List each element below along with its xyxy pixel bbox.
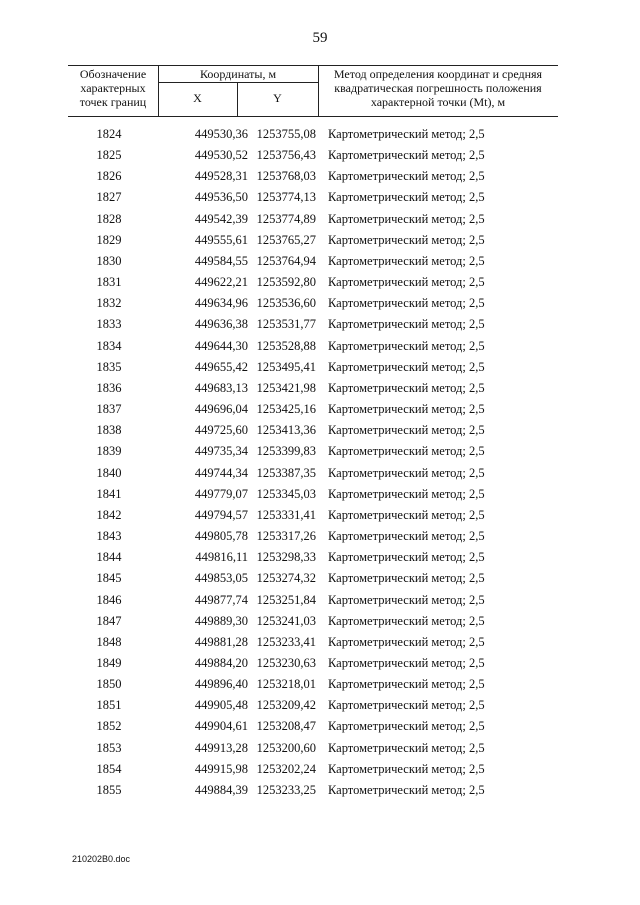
method-cell: Картометрический метод; 2,5 [328,656,485,670]
table-row [0,695,640,716]
y-coordinate: 1253200,60 [256,740,316,755]
table-row [0,716,640,737]
point-number: 1825 [96,148,122,163]
x-coordinate: 449636,38 [194,317,248,332]
y-coordinate: 1253765,27 [256,232,316,247]
x-coordinate: 449915,98 [194,761,248,776]
method-cell: Картометрический метод; 2,5 [328,782,485,797]
point-number: 1831 [96,275,122,290]
method-header [318,67,558,109]
method-cell: Картометрический метод; 2,5 [328,613,485,628]
method-cell: Картометрический метод; 2,5 [328,719,485,734]
table-row [0,653,640,674]
method-cell: Картометрический метод; 2,5 [328,402,485,417]
method-cell: Картометрический метод; 2,5 [328,232,485,247]
table-row [0,547,640,568]
x-coordinate: 449816,11 [195,550,248,565]
y-coordinate: 1253528,88 [256,338,316,353]
x-coordinate: 449884,39 [194,782,248,797]
method-cell: Картометрический метод; 2,5 [328,698,485,713]
coordinates-header: Координаты, м [199,67,277,81]
point-number: 1843 [96,529,122,544]
y-coordinate: 1253399,83 [256,444,316,459]
y-coordinate: 1253208,47 [256,719,316,734]
x-coordinate: 449530,36 [194,127,248,141]
point-number: 1851 [96,698,122,713]
table-row [0,441,640,462]
table-row [0,399,640,420]
method-cell: Картометрический метод; 2,5 [328,275,485,290]
point-number: 1846 [96,592,122,607]
table-row [0,780,640,801]
point-number: 1845 [96,571,122,586]
table-row [0,378,640,399]
point-number: 1850 [96,677,122,692]
method-cell: Картометрический метод; 2,5 [328,550,485,565]
table-row [0,166,640,187]
table-row [0,505,640,526]
point-number: 1838 [96,423,122,438]
y-coordinate: 1253218,01 [256,677,316,692]
y-coordinate: 1253774,89 [256,211,316,226]
x-coordinate: 449536,50 [194,190,248,205]
method-cell: Картометрический метод; 2,5 [328,127,485,141]
table-row [0,484,640,505]
point-number: 1824 [96,127,122,141]
header-line: квадратическая погрешность положения [334,81,542,95]
method-cell: Картометрический метод; 2,5 [328,634,485,649]
point-number: 1835 [96,359,122,374]
x-coordinate: 449528,31 [194,169,248,184]
point-number: 1836 [96,380,122,395]
x-coordinate: 449735,34 [194,444,248,459]
x-coordinate: 449905,48 [194,698,248,713]
y-coordinate: 1253345,03 [256,486,316,501]
table-row [0,293,640,314]
x-coordinate: 449779,07 [194,486,248,501]
x-coordinate: 449655,42 [194,359,248,374]
point-number: 1827 [96,190,122,205]
header-bottom-rule [68,116,558,117]
y-column-header: Y [273,91,282,105]
method-cell: Картометрический метод; 2,5 [328,380,485,395]
x-coordinate: 449622,21 [194,275,248,290]
x-coordinate: 449884,20 [194,656,248,670]
y-coordinate: 1253233,25 [256,782,316,797]
table-row [0,145,640,166]
y-coordinate: 1253230,63 [256,656,316,670]
table-row [0,124,640,145]
table-row [0,590,640,611]
method-cell: Картометрический метод; 2,5 [328,592,485,607]
point-number: 1829 [96,232,122,247]
header-line: характерных [80,81,146,95]
y-coordinate: 1253768,03 [256,169,316,184]
point-number: 1830 [96,253,122,268]
table-row [0,526,640,547]
method-cell: Картометрический метод; 2,5 [328,359,485,374]
table-row [0,187,640,208]
point-number: 1844 [96,550,122,565]
table-row [0,674,640,695]
y-coordinate: 1253531,77 [256,317,316,332]
point-number: 1847 [96,613,122,628]
method-cell: Картометрический метод; 2,5 [328,507,485,522]
y-coordinate: 1253421,98 [256,380,316,395]
x-coordinate: 449744,34 [194,465,248,480]
header-line: Метод определения координат и средняя [333,67,543,81]
x-coordinate: 449696,04 [194,402,248,417]
y-coordinate: 1253413,36 [256,423,316,438]
method-cell: Картометрический метод; 2,5 [328,444,485,459]
point-number: 1837 [96,402,122,417]
x-coordinate: 449725,60 [194,423,248,438]
point-number: 1842 [96,507,122,522]
x-coordinate: 449584,55 [194,253,248,268]
x-coordinate: 449634,96 [194,296,248,311]
y-coordinate: 1253298,33 [256,550,316,565]
y-coordinate: 1253233,41 [256,634,316,649]
method-cell: Картометрический метод; 2,5 [328,148,485,163]
point-number: 1848 [96,634,122,649]
table-row [0,314,640,335]
point-designation-header [70,67,156,109]
x-coordinate: 449881,28 [194,634,248,649]
y-coordinate: 1253592,80 [256,275,316,290]
point-number: 1833 [96,317,122,332]
y-coordinate: 1253317,26 [256,529,316,544]
method-cell: Картометрический метод; 2,5 [328,423,485,438]
y-coordinate: 1253251,84 [256,592,316,607]
table-row [0,209,640,230]
point-number: 1841 [96,486,122,501]
method-cell: Картометрический метод; 2,5 [328,571,485,586]
y-coordinate: 1253764,94 [256,253,316,268]
x-coordinate: 449542,39 [194,211,248,226]
point-number: 1834 [96,338,122,353]
y-coordinate: 1253331,41 [256,507,316,522]
table-row [0,463,640,484]
page-number: 59 [312,30,328,46]
y-coordinate: 1253274,32 [256,571,316,586]
method-cell: Картометрический метод; 2,5 [328,677,485,692]
method-cell: Картометрический метод; 2,5 [328,465,485,480]
table-row [0,611,640,632]
x-coordinate: 449853,05 [194,571,248,586]
point-number: 1826 [96,169,122,184]
x-coordinate: 449794,57 [194,507,248,522]
method-cell: Картометрический метод; 2,5 [328,486,485,501]
x-coordinate: 449896,40 [194,677,248,692]
method-cell: Картометрический метод; 2,5 [328,296,485,311]
method-cell: Картометрический метод; 2,5 [328,529,485,544]
point-number: 1828 [96,211,122,226]
point-number: 1852 [96,719,122,734]
y-coordinate: 1253241,03 [256,613,316,628]
x-coordinate: 449877,74 [194,592,248,607]
header-line: характерной точки (Mt), м [370,95,506,109]
point-number: 1840 [96,465,122,480]
table-row [0,568,640,589]
table-row [0,336,640,357]
table-row [0,230,640,251]
y-coordinate: 1253755,08 [256,127,316,141]
table-row [0,357,640,378]
x-coordinate: 449644,30 [194,338,248,353]
point-number: 1853 [96,740,122,755]
document-filename: 210202B0.doc [72,854,131,864]
y-coordinate: 1253536,60 [256,296,316,311]
method-cell: Картометрический метод; 2,5 [328,190,485,205]
x-coordinate: 449913,28 [194,740,248,755]
table-row [0,420,640,441]
y-coordinate: 1253425,16 [256,402,316,417]
method-cell: Картометрический метод; 2,5 [328,740,485,755]
table-row [0,272,640,293]
point-number: 1832 [96,296,122,311]
method-cell: Картометрический метод; 2,5 [328,338,485,353]
point-number: 1855 [96,782,122,797]
y-coordinate: 1253202,24 [256,761,316,776]
x-coordinate: 449683,13 [194,380,248,395]
method-cell: Картометрический метод; 2,5 [328,169,485,184]
x-column-header: X [193,91,202,105]
y-coordinate: 1253495,41 [256,359,316,374]
header-top-rule [68,65,558,66]
x-coordinate: 449530,52 [194,148,248,163]
method-cell: Картометрический метод; 2,5 [328,211,485,226]
x-coordinate: 449555,61 [194,232,248,247]
y-coordinate: 1253756,43 [256,148,316,163]
y-coordinate: 1253209,42 [256,698,316,713]
coords-sub-rule [158,82,318,83]
x-coordinate: 449805,78 [194,529,248,544]
y-coordinate: 1253387,35 [256,465,316,480]
method-cell: Картометрический метод; 2,5 [328,253,485,268]
table-row [0,759,640,780]
method-cell: Картометрический метод; 2,5 [328,317,485,332]
point-number: 1849 [96,656,122,670]
x-coordinate: 449904,61 [194,719,248,734]
table-row [0,738,640,759]
point-number: 1854 [96,761,122,776]
y-coordinate: 1253774,13 [256,190,316,205]
header-line: Обозначение [79,67,147,81]
method-cell: Картометрический метод; 2,5 [328,761,485,776]
table-row [0,251,640,272]
table-row [0,632,640,653]
header-line: точек границ [79,95,147,109]
point-number: 1839 [96,444,122,459]
x-coordinate: 449889,30 [194,613,248,628]
